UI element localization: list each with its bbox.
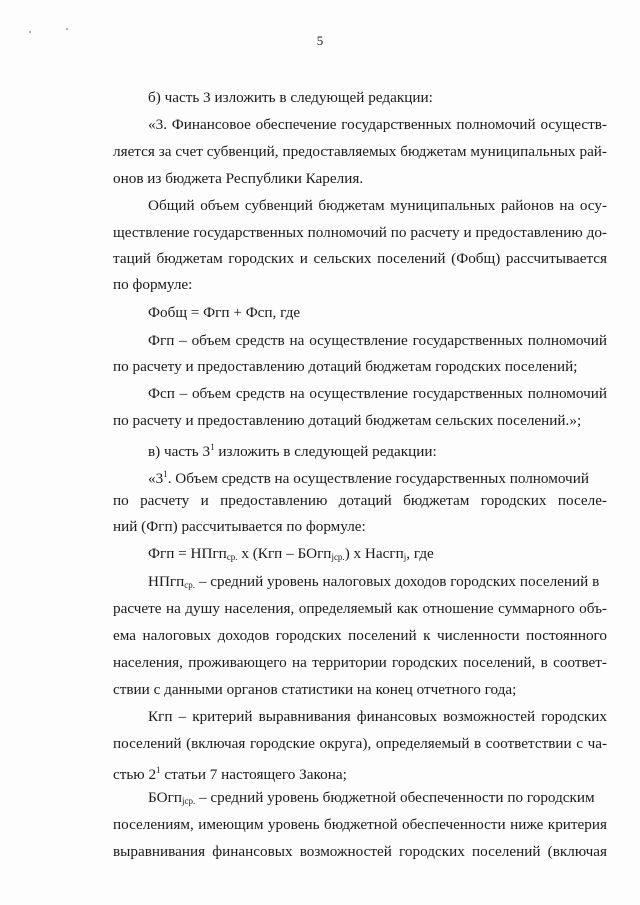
page-number: 5 bbox=[316, 33, 324, 48]
formula-line: Фобщ = Фгп + Фсп, где bbox=[148, 304, 301, 321]
scan-speck bbox=[66, 28, 68, 30]
text-line: онов из бюджета Республики Карелия. bbox=[113, 170, 364, 187]
text-line: Кгп – критерий выравнивания финансовых возможностей городских bbox=[148, 708, 607, 725]
text-line: ема налоговых доходов городских поселений к численности постоянного bbox=[113, 627, 607, 644]
text-line: ществление государственных полномочий по расчету и предоставлению до- bbox=[113, 224, 607, 241]
text-line: таций бюджетам городских и сельских поселений (Фобщ) рассчитывается bbox=[113, 250, 607, 267]
text-line: в) часть $3^1$ изложить в следующей редакции: bbox=[148, 442, 437, 460]
text-line: по расчету и предоставлению дотаций бюджетам городских поселений; bbox=[113, 358, 578, 375]
text-line: по расчету и предоставлению дотаций бюджетам сельских поселений.»; bbox=[113, 412, 582, 429]
text-line: по расчету и предоставлению дотаций бюджетам городских поселе- bbox=[113, 492, 607, 509]
text-line: Общий объем субвенций бюджетам муниципальных районов на осу- bbox=[148, 197, 607, 214]
text-line: Фгп – объем средств на осуществление государственных полномочий bbox=[148, 332, 607, 349]
text-line: Фсп – объем средств на осуществление государственных полномочий bbox=[148, 385, 607, 402]
text-line: поселениям, имеющим уровень бюджетной обеспеченности ниже критерия bbox=[113, 816, 607, 833]
text-line: «3. Финансовое обеспечение государственных полномочий осуществ- bbox=[148, 116, 607, 133]
text-line: «$3^1$. Объем средств на осуществление государственных полномочий bbox=[148, 469, 589, 487]
text-line: ляется за счет субвенций, предоставляемых бюджетам муниципальных рай- bbox=[113, 143, 607, 160]
text-line: ствии с данными органов статистики на конец отчетного года; bbox=[113, 681, 517, 698]
text-line: расчете на душу населения, определяемый как отношение суммарного объ- bbox=[113, 600, 607, 617]
text-line: НПгп$_{ср.}$ – средний уровень налоговых доходов городских поселений в bbox=[148, 573, 600, 590]
text-line: выравнивания финансовых возможностей городских поселений (включая bbox=[113, 843, 607, 860]
text-line: поселений (включая городские округа), определяемый в соответствии с ча- bbox=[113, 735, 607, 752]
text-line: БОгп$_{jср.}$ – средний уровень бюджетной обеспеченности по городским bbox=[148, 789, 595, 806]
text-line: ний (Фгп) рассчитывается по формуле: bbox=[113, 518, 366, 535]
text-line: по формуле: bbox=[113, 276, 193, 293]
formula-line: Фгп = НПгп$_{ср.}$ х (Кгп – БОгп$_{jср.}$) х Насгп$_j$, где bbox=[148, 545, 434, 562]
text-line: б) часть 3 изложить в следующей редакции: bbox=[148, 89, 433, 106]
text-line: населения, проживающего на территории городских поселений, в соответ- bbox=[113, 654, 607, 671]
text-line: стью $2^1$ статьи 7 настоящего Закона; bbox=[113, 765, 347, 783]
